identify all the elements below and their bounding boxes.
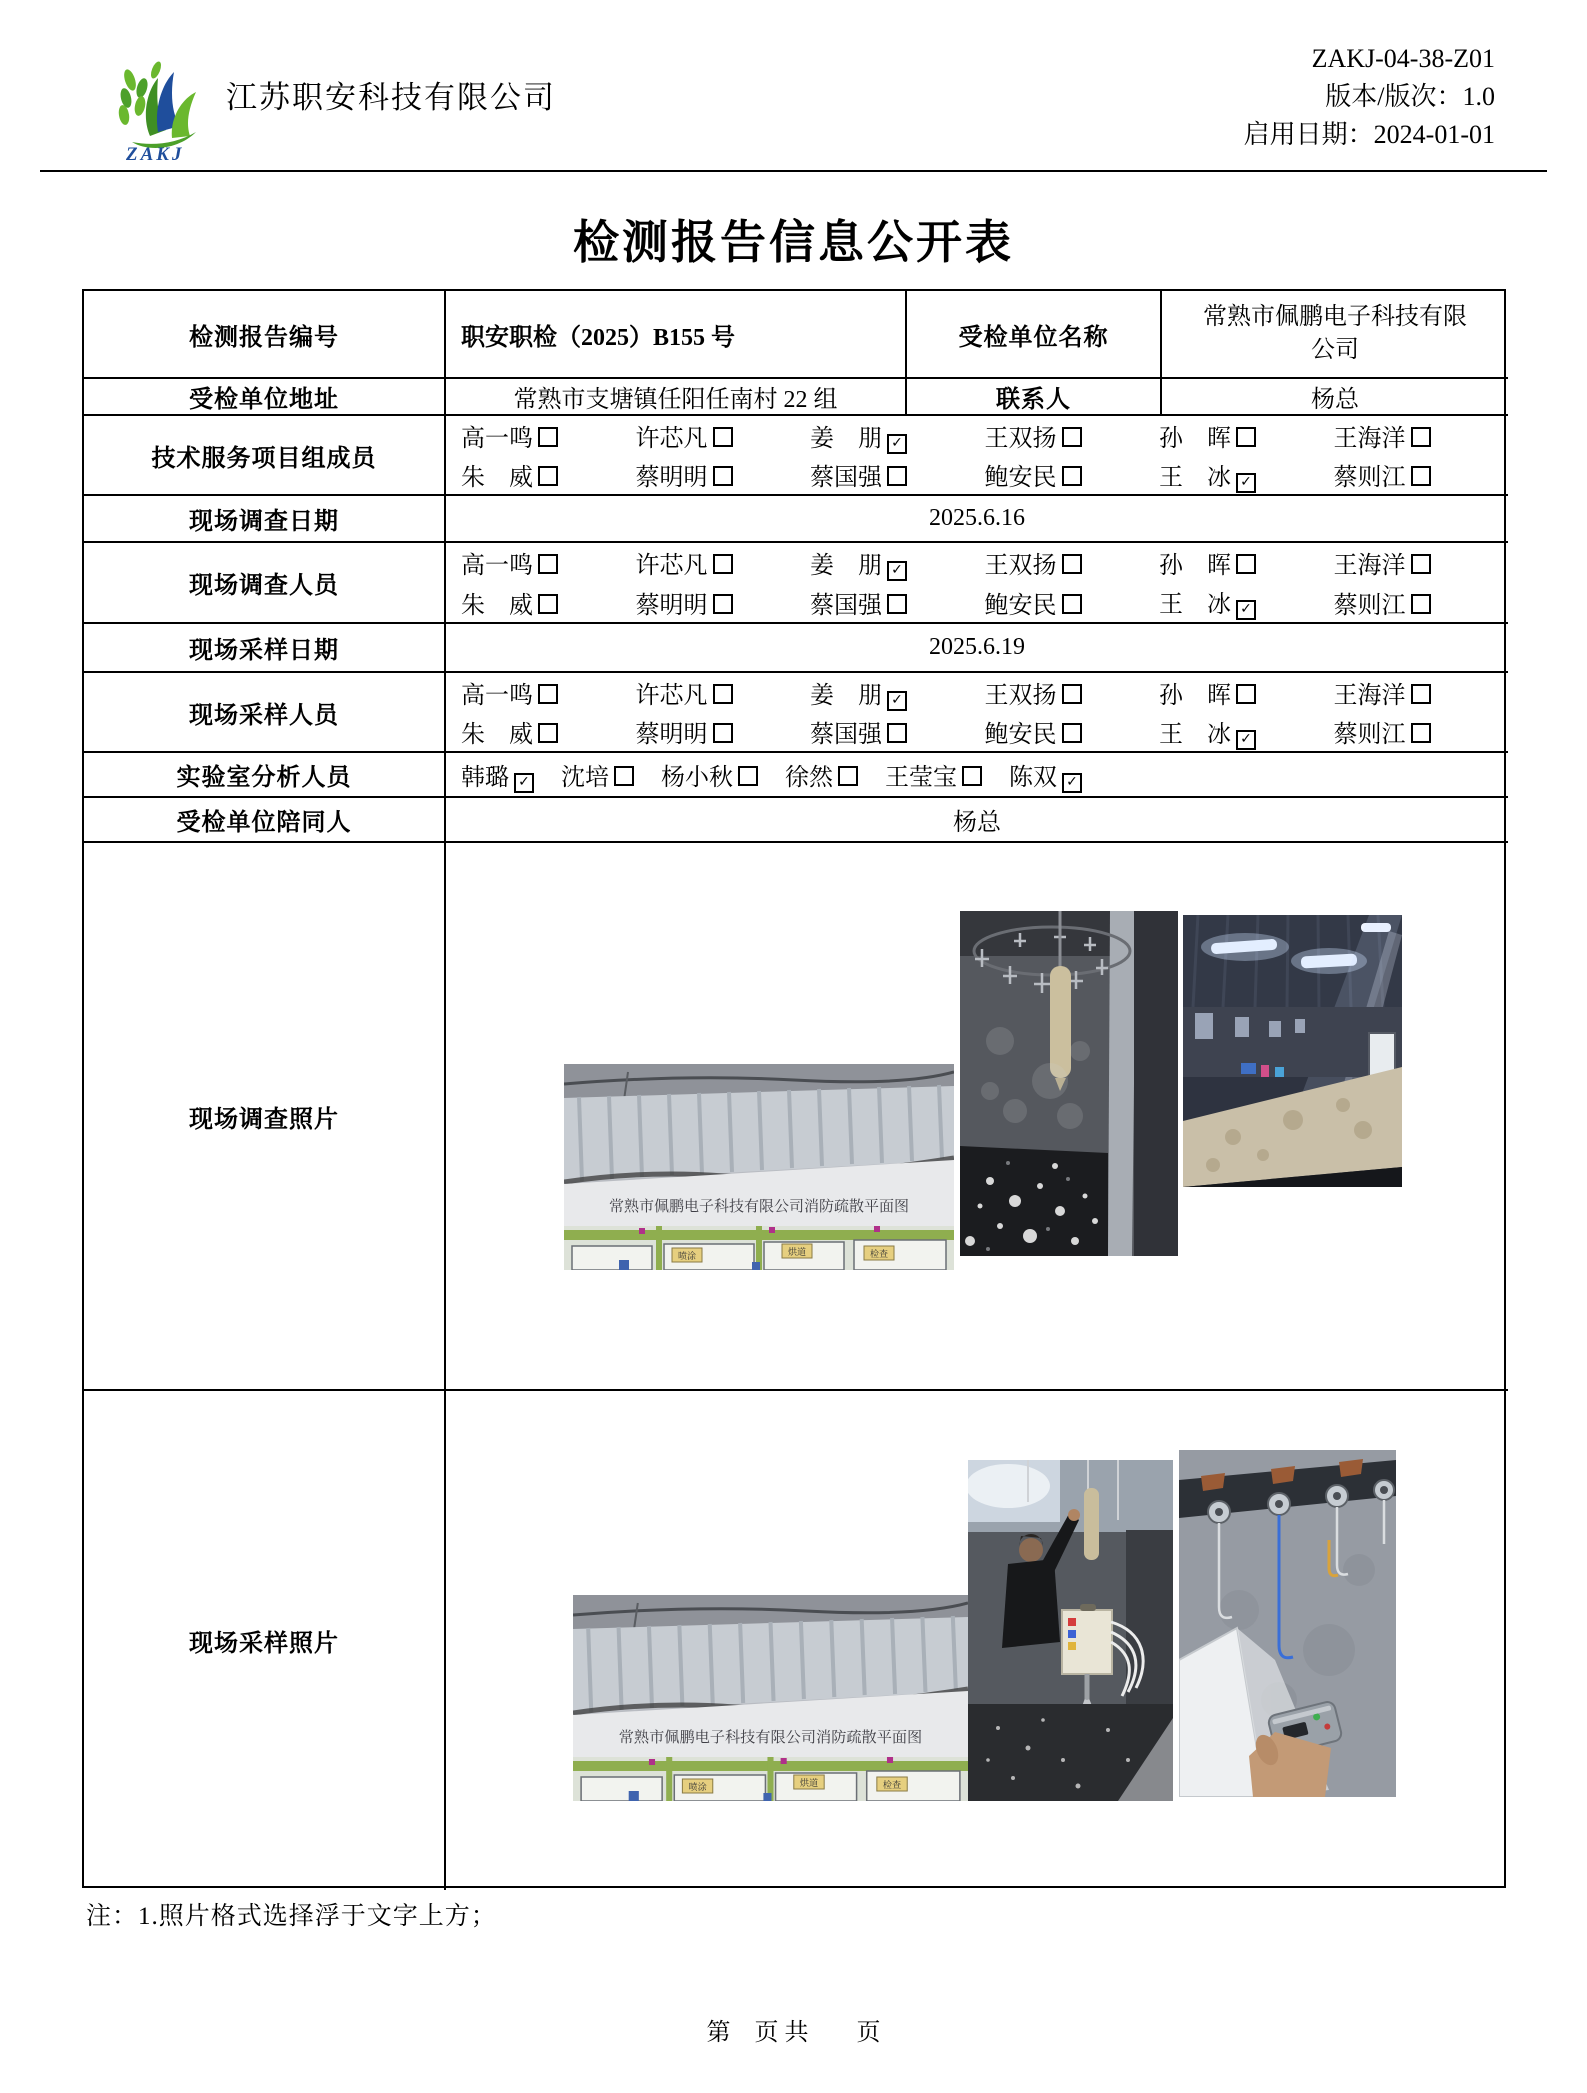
- checkbox-unchecked-icon[interactable]: [887, 466, 907, 486]
- checkbox-unchecked-icon[interactable]: [1062, 684, 1082, 704]
- lab-staff-label: 实验室分析人员: [84, 753, 446, 798]
- staff-member: [636, 457, 811, 492]
- staff-name: 王海洋: [1333, 553, 1406, 580]
- checkbox-unchecked-icon[interactable]: [1062, 554, 1082, 574]
- staff-name: 蔡明明: [635, 465, 708, 491]
- header-doc-meta: [1244, 40, 1495, 154]
- staff-name: 韩璐: [461, 764, 509, 791]
- svg-text:烘道: 烘道: [787, 1247, 807, 1257]
- checkbox-unchecked-icon[interactable]: [887, 594, 907, 614]
- survey-date-label: 现场调查日期: [84, 496, 446, 543]
- staff-member: [461, 585, 636, 620]
- checkbox-unchecked-icon[interactable]: [538, 554, 558, 574]
- org-name-label: 受检单位名称: [907, 291, 1162, 379]
- checkbox-unchecked-icon[interactable]: [1236, 684, 1256, 704]
- staff-name: 孙 晖: [1159, 683, 1231, 709]
- staff-line: [446, 543, 1508, 583]
- checkbox-unchecked-icon[interactable]: [1411, 427, 1431, 447]
- sampling-date-label: 现场采样日期: [84, 624, 446, 673]
- staff-member: [1159, 675, 1334, 710]
- company-name: 江苏职安科技有限公司: [226, 80, 556, 115]
- checkbox-unchecked-icon[interactable]: [538, 594, 558, 614]
- sampling-staff-label: 现场采样人员: [84, 673, 446, 753]
- checkbox-unchecked-icon[interactable]: [962, 766, 982, 786]
- footnote: 注：1.照片格式选择浮于文字上方；: [86, 1903, 497, 1930]
- checkbox-unchecked-icon[interactable]: [713, 427, 733, 447]
- staff-line: [446, 416, 1508, 455]
- doc-version: 版本/版次：1.0: [1325, 82, 1495, 111]
- staff-name: 朱 威: [461, 465, 533, 491]
- checkbox-checked-icon[interactable]: ✓: [1236, 473, 1256, 493]
- staff-member: [985, 545, 1160, 580]
- staff-member: [636, 714, 811, 749]
- staff-member: [1334, 418, 1509, 453]
- staff-name: 鲍安民: [984, 722, 1057, 748]
- address-label: 受检单位地址: [84, 379, 446, 416]
- svg-text:检查: 检查: [869, 1249, 889, 1259]
- svg-text:喷涂: 喷涂: [688, 1782, 707, 1792]
- staff-member: [985, 585, 1160, 620]
- staff-member: [1334, 675, 1509, 710]
- checkbox-unchecked-icon[interactable]: [1062, 594, 1082, 614]
- staff-member: [810, 675, 985, 711]
- staff-member: [1159, 418, 1334, 453]
- staff-name: 姜 朋: [810, 552, 882, 579]
- staff-line: [446, 455, 1508, 494]
- staff-name: 徐然: [785, 765, 833, 791]
- staff-name: 蔡则江: [1333, 465, 1406, 491]
- checkbox-unchecked-icon[interactable]: [1062, 466, 1082, 486]
- checkbox-unchecked-icon[interactable]: [1411, 723, 1431, 743]
- staff-name: 孙 晖: [1159, 426, 1231, 452]
- checkbox-checked-icon[interactable]: ✓: [1062, 773, 1082, 793]
- staff-name: 蔡国强: [810, 592, 882, 619]
- staff-name: 陈双: [1009, 764, 1057, 791]
- staff-member: [461, 545, 636, 580]
- survey-photo-label: 现场调查照片: [84, 843, 446, 1391]
- staff-name: 蔡明明: [635, 592, 708, 619]
- logo-text: ZAKJ: [126, 144, 185, 165]
- staff-member: [810, 714, 985, 749]
- staff-name: 蔡国强: [810, 722, 882, 748]
- doc-code: ZAKJ-04-38-Z01: [1311, 44, 1495, 73]
- checkbox-unchecked-icon[interactable]: [713, 684, 733, 704]
- report-no-label: 检测报告编号: [84, 291, 446, 379]
- checkbox-checked-icon[interactable]: ✓: [887, 561, 907, 581]
- checkbox-unchecked-icon[interactable]: [1411, 554, 1431, 574]
- staff-name: 孙 晖: [1159, 553, 1231, 580]
- staff-line: [446, 673, 1508, 712]
- plan-caption: 常熟市佩鹏电子科技有限公司消防疏散平面图: [618, 1730, 923, 1746]
- staff-member: [1159, 545, 1334, 580]
- checkbox-checked-icon[interactable]: ✓: [1236, 600, 1256, 620]
- checkbox-unchecked-icon[interactable]: [713, 723, 733, 743]
- staff-name: 王海洋: [1333, 426, 1406, 452]
- plan-caption: 常熟市佩鹏电子科技有限公司消防疏散平面图: [608, 1199, 910, 1215]
- staff-name: 朱 威: [461, 592, 533, 619]
- staff-name: 王双扬: [984, 426, 1057, 452]
- checkbox-unchecked-icon[interactable]: [1236, 427, 1256, 447]
- staff-member: [461, 757, 534, 793]
- checkbox-unchecked-icon[interactable]: [538, 466, 558, 486]
- checkbox-unchecked-icon[interactable]: [713, 594, 733, 614]
- staff-member: [810, 585, 985, 620]
- staff-member: [810, 457, 985, 492]
- photo-sampling-tripod: [968, 1460, 1173, 1801]
- photo-evacuation-plan-1: [564, 1064, 954, 1270]
- checkbox-unchecked-icon[interactable]: [1411, 684, 1431, 704]
- photo-workshop: [1183, 915, 1402, 1187]
- staff-member: [1159, 584, 1334, 620]
- staff-name: 蔡明明: [635, 722, 708, 748]
- checkbox-checked-icon[interactable]: ✓: [887, 434, 907, 454]
- checkbox-unchecked-icon[interactable]: [713, 466, 733, 486]
- staff-name: 沈培: [561, 765, 609, 791]
- staff-name: 许芯凡: [635, 426, 708, 452]
- staff-member: [1334, 457, 1509, 492]
- checkbox-unchecked-icon[interactable]: [614, 766, 634, 786]
- team-members-grid: [446, 416, 1508, 496]
- staff-name: 许芯凡: [635, 683, 708, 709]
- photo-spray-booth: [960, 911, 1178, 1256]
- page-title: 检测报告信息公开表: [573, 217, 1014, 268]
- staff-member: [810, 545, 985, 581]
- staff-member: [1334, 714, 1509, 749]
- staff-name: 王双扬: [984, 553, 1057, 580]
- staff-member: [636, 418, 811, 453]
- team-label: 技术服务项目组成员: [84, 416, 446, 496]
- contact-value: 杨总: [1162, 379, 1508, 416]
- staff-name: 王海洋: [1333, 683, 1406, 709]
- staff-line: [446, 583, 1508, 623]
- staff-member: [885, 757, 982, 792]
- staff-name: 鲍安民: [984, 465, 1057, 491]
- staff-member: [1159, 457, 1334, 493]
- svg-text:烘道: 烘道: [799, 1778, 819, 1788]
- staff-member: [810, 418, 985, 454]
- doc-start-date: 启用日期：2024-01-01: [1243, 120, 1495, 149]
- staff-member: [461, 675, 636, 710]
- staff-member: [461, 457, 636, 492]
- staff-member: [1159, 714, 1334, 750]
- survey-staff-label: 现场调查人员: [84, 543, 446, 624]
- report-no-value: 职安职检（2025）B155 号: [446, 291, 907, 379]
- staff-member: [1334, 585, 1509, 620]
- escort-label: 受检单位陪同人: [84, 798, 446, 843]
- checkbox-unchecked-icon[interactable]: [538, 427, 558, 447]
- staff-member: [785, 757, 858, 792]
- survey-staff-grid: [446, 543, 1508, 624]
- checkbox-unchecked-icon[interactable]: [1411, 594, 1431, 614]
- contact-label: 联系人: [907, 379, 1162, 416]
- sampling-photo-label: 现场采样照片: [84, 1391, 446, 1890]
- address-value: 常熟市支塘镇任阳任南村 22 组: [446, 379, 907, 416]
- staff-name: 王双扬: [984, 683, 1057, 709]
- staff-name: 王 冰: [1159, 592, 1231, 619]
- lab-staff-line: [446, 757, 1508, 793]
- staff-name: 王 冰: [1159, 721, 1231, 748]
- checkbox-unchecked-icon[interactable]: [1411, 466, 1431, 486]
- org-name-value: 常熟市佩鹏电子科技有限公司: [1162, 291, 1508, 379]
- staff-member: [1334, 545, 1509, 580]
- staff-name: 王 冰: [1159, 464, 1231, 491]
- page-number-line: 第 页 共 页: [706, 2020, 881, 2046]
- staff-name: 王莹宝: [885, 765, 957, 791]
- staff-member: [461, 418, 636, 453]
- staff-member: [461, 714, 636, 749]
- staff-member: [1009, 757, 1082, 793]
- company-logo-icon: [112, 58, 212, 148]
- checkbox-checked-icon[interactable]: ✓: [1236, 730, 1256, 750]
- staff-member: [985, 675, 1160, 710]
- checkbox-unchecked-icon[interactable]: [887, 723, 907, 743]
- staff-member: [561, 757, 634, 792]
- checkbox-unchecked-icon[interactable]: [538, 684, 558, 704]
- checkbox-unchecked-icon[interactable]: [538, 723, 558, 743]
- photo-handheld-device: [1179, 1450, 1396, 1797]
- svg-text:检查: 检查: [882, 1780, 902, 1790]
- checkbox-checked-icon[interactable]: ✓: [887, 691, 907, 711]
- staff-name: 姜 朋: [810, 682, 882, 709]
- staff-member: [985, 457, 1160, 492]
- staff-name: 杨小秋: [661, 765, 733, 791]
- header-divider: [40, 170, 1547, 172]
- staff-name: 高一鸣: [461, 553, 533, 580]
- checkbox-unchecked-icon[interactable]: [738, 766, 758, 786]
- staff-name: 蔡则江: [1333, 722, 1406, 748]
- staff-member: [636, 675, 811, 710]
- staff-name: 高一鸣: [461, 683, 533, 709]
- checkbox-unchecked-icon[interactable]: [838, 766, 858, 786]
- staff-member: [985, 714, 1160, 749]
- checkbox-unchecked-icon[interactable]: [1062, 723, 1082, 743]
- staff-name: 许芯凡: [635, 553, 708, 580]
- survey-date-value: 2025.6.16: [446, 496, 1508, 543]
- staff-name: 蔡则江: [1333, 592, 1406, 619]
- sampling-staff-grid: [446, 673, 1508, 753]
- svg-text:喷涂: 喷涂: [677, 1251, 697, 1261]
- staff-name: 蔡国强: [810, 465, 882, 491]
- photo-evacuation-plan-2: [573, 1595, 968, 1801]
- staff-member: [985, 418, 1160, 453]
- staff-line: [446, 712, 1508, 751]
- staff-name: 朱 威: [461, 722, 533, 748]
- staff-member: [661, 757, 758, 792]
- staff-name: 姜 朋: [810, 425, 882, 452]
- sampling-date-value: 2025.6.19: [446, 624, 1508, 673]
- staff-member: [636, 545, 811, 580]
- staff-member: [636, 585, 811, 620]
- checkbox-unchecked-icon[interactable]: [713, 554, 733, 574]
- checkbox-checked-icon[interactable]: ✓: [514, 773, 534, 793]
- checkbox-unchecked-icon[interactable]: [1062, 427, 1082, 447]
- staff-name: 高一鸣: [461, 426, 533, 452]
- checkbox-unchecked-icon[interactable]: [1236, 554, 1256, 574]
- staff-name: 鲍安民: [984, 592, 1057, 619]
- escort-value: 杨总: [446, 798, 1508, 843]
